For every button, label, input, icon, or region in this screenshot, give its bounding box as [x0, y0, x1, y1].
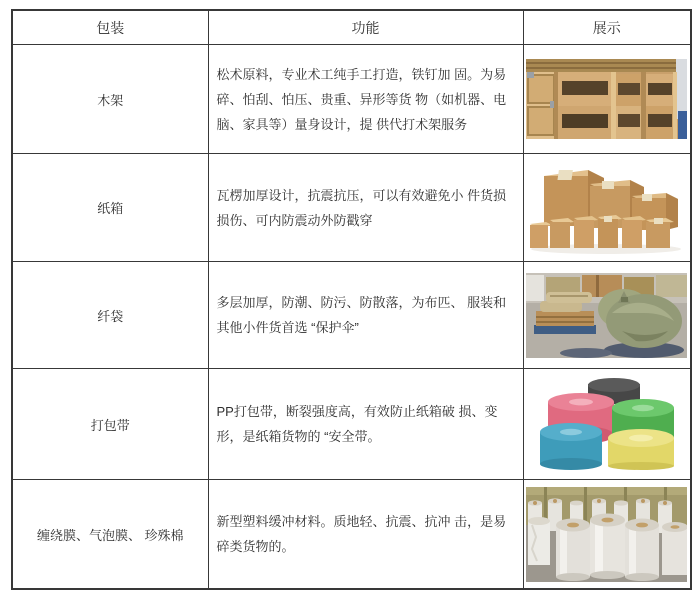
packaging-description: 瓦楞加厚设计，抗震抗压，可以有效避免小 件货损损伤、可内防震动外防戳穿: [208, 154, 523, 262]
wooden-crates-photo: [526, 59, 687, 139]
woven-bags-photo: [526, 273, 687, 358]
table-row-strap: [12, 369, 691, 480]
table-row-fiber-bag: [12, 262, 691, 369]
packaging-table: [11, 9, 692, 590]
strap-rolls-photo: [526, 378, 687, 470]
col-header-packaging: 包装: [12, 10, 208, 45]
packaging-name: 纸箱: [12, 154, 208, 262]
table-row-carton: [12, 154, 691, 262]
packaging-photo-cell: [523, 154, 691, 262]
packaging-name: 纤袋: [12, 262, 208, 369]
packaging-description: PP打包带，断裂强度高，有效防止纸箱破 损、变形，是纸箱货物的 “安全带。: [208, 369, 523, 480]
cardboard-boxes-photo: [526, 162, 687, 254]
packaging-description: 新型塑料缓冲材料。质地轻、抗震、抗冲 击，是易碎类货物的。: [208, 480, 523, 590]
packaging-description: 松术原料，专业术工纯手工打造，铁钉加 固。为易碎、怕刮、怕压、贵重、异形等货 物（如机器、电脑、家具等）量身设计，提 供代打术架服务: [208, 45, 523, 154]
col-header-function: 功能: [208, 10, 523, 45]
packaging-photo-cell: [523, 45, 691, 154]
packaging-photo-cell: [523, 262, 691, 369]
stretch-film-rolls-photo: [526, 487, 687, 582]
header-row: [12, 10, 691, 45]
packaging-photo-cell: [523, 369, 691, 480]
packaging-photo-cell: [523, 480, 691, 590]
page: [11, 9, 692, 590]
col-header-display: 展示: [523, 10, 691, 45]
table-row-film: [12, 480, 691, 590]
packaging-name: 木架: [12, 45, 208, 154]
packaging-description: 多层加厚，防潮、防污、防散落，为布匹、 服装和其他小件货首选 “保护伞”: [208, 262, 523, 369]
packaging-name: 打包带: [12, 369, 208, 480]
table-row-wood-frame: [12, 45, 691, 154]
packaging-name: 缠绕膜、气泡膜、 珍殊棉: [12, 480, 208, 590]
